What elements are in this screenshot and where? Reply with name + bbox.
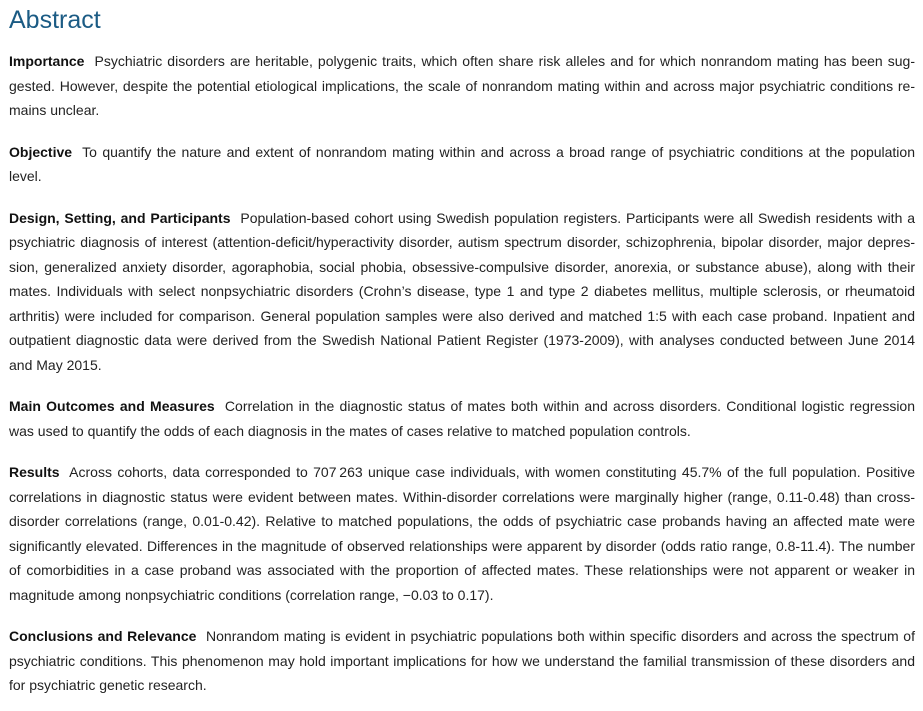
section-label-conclusions: Conclusions and Relevance (9, 628, 197, 644)
section-text-outcomes: Correlation in the diagnostic status of mates both within and across disorders. Conditional logistic regression was used to quantify the odds of each diagnosis in the mates of cases relative to matched population controls. (9, 398, 915, 439)
section-conclusions (9, 624, 915, 698)
page-title: Abstract (9, 6, 101, 34)
section-results (9, 460, 915, 607)
section-label-outcomes: Main Outcomes and Measures (9, 398, 215, 414)
section-text-conclusions: Nonrandom mating is evident in psychiatric populations both within specific disorders and across the spectrum of psychiatric conditions. This phenomenon may hold important implications for how we understand the familial transmission of these disorders and for psychiatric genetic research. (9, 628, 915, 693)
section-label-results: Results (9, 464, 60, 480)
section-text-design: Population-based cohort using Swedish population registers. Participants were all Swedish residents with a psychiatric diagnosis of interest (attention-deficit/hyperactivity disorder, autism spectrum disorder, schizophrenia, bipolar disorder, major depression, generalized anxiety disorder, agoraphobia, social phobia, obsessive-compulsive disorder, anorexia, or substance abuse), along with their mates. Individuals with select nonpsychiatric disorders (Crohn’s disease, type 1 and type 2 diabetes mellitus, multiple sclerosis, or rheumatoid arthritis) were included for comparison. General population samples were also derived and matched 1:5 with each case proband. Inpatient and outpatient diagnostic data were derived from the Swedish National Patient Register (1973-2009), with analyses conducted between June 2014 and May 2015. (9, 209, 916, 373)
section-text-objective: To quantify the nature and extent of nonrandom mating within and across a broad range of psychiatric conditions at the population level. (9, 143, 915, 184)
section-importance (9, 49, 915, 123)
section-label-design: Design, Setting, and Participants (9, 209, 231, 226)
section-label-objective: Objective (9, 143, 73, 160)
section-label-importance: Importance (9, 53, 85, 69)
section-design (9, 206, 915, 378)
section-text-results: Across cohorts, data corresponded to 707 263 unique case individuals, with women constituting 45.7% of the full population. Positive correlations in diagnostic status were evident between mates. Within-disorder correlations were marginally higher (range, 0.11-0.48) than cross-disorder correlations (range, 0.01-0.42). Relative to matched populations, the odds of psychiatric case probands having an affected mate were significantly elevated. Differences in the magnitude of observed relationships were apparent by disorder (odds ratio range, 0.8-11.4). The number of comorbidities in a case proband was associated with the proportion of affected mates. These relationships were not apparent or weaker in magnitude among nonpsychiatric conditions (correlation range, −0.03 to 0.17). (9, 464, 915, 603)
section-objective (9, 140, 915, 189)
section-text-importance: Psychiatric disorders are heritable, polygenic traits, which often share risk alleles and for which nonrandom mating has been suggested. However, despite the potential etiological implications, the scale of nonrandom mating within and across major psychiatric conditions remains unclear. (9, 53, 915, 118)
section-outcomes (9, 394, 915, 443)
